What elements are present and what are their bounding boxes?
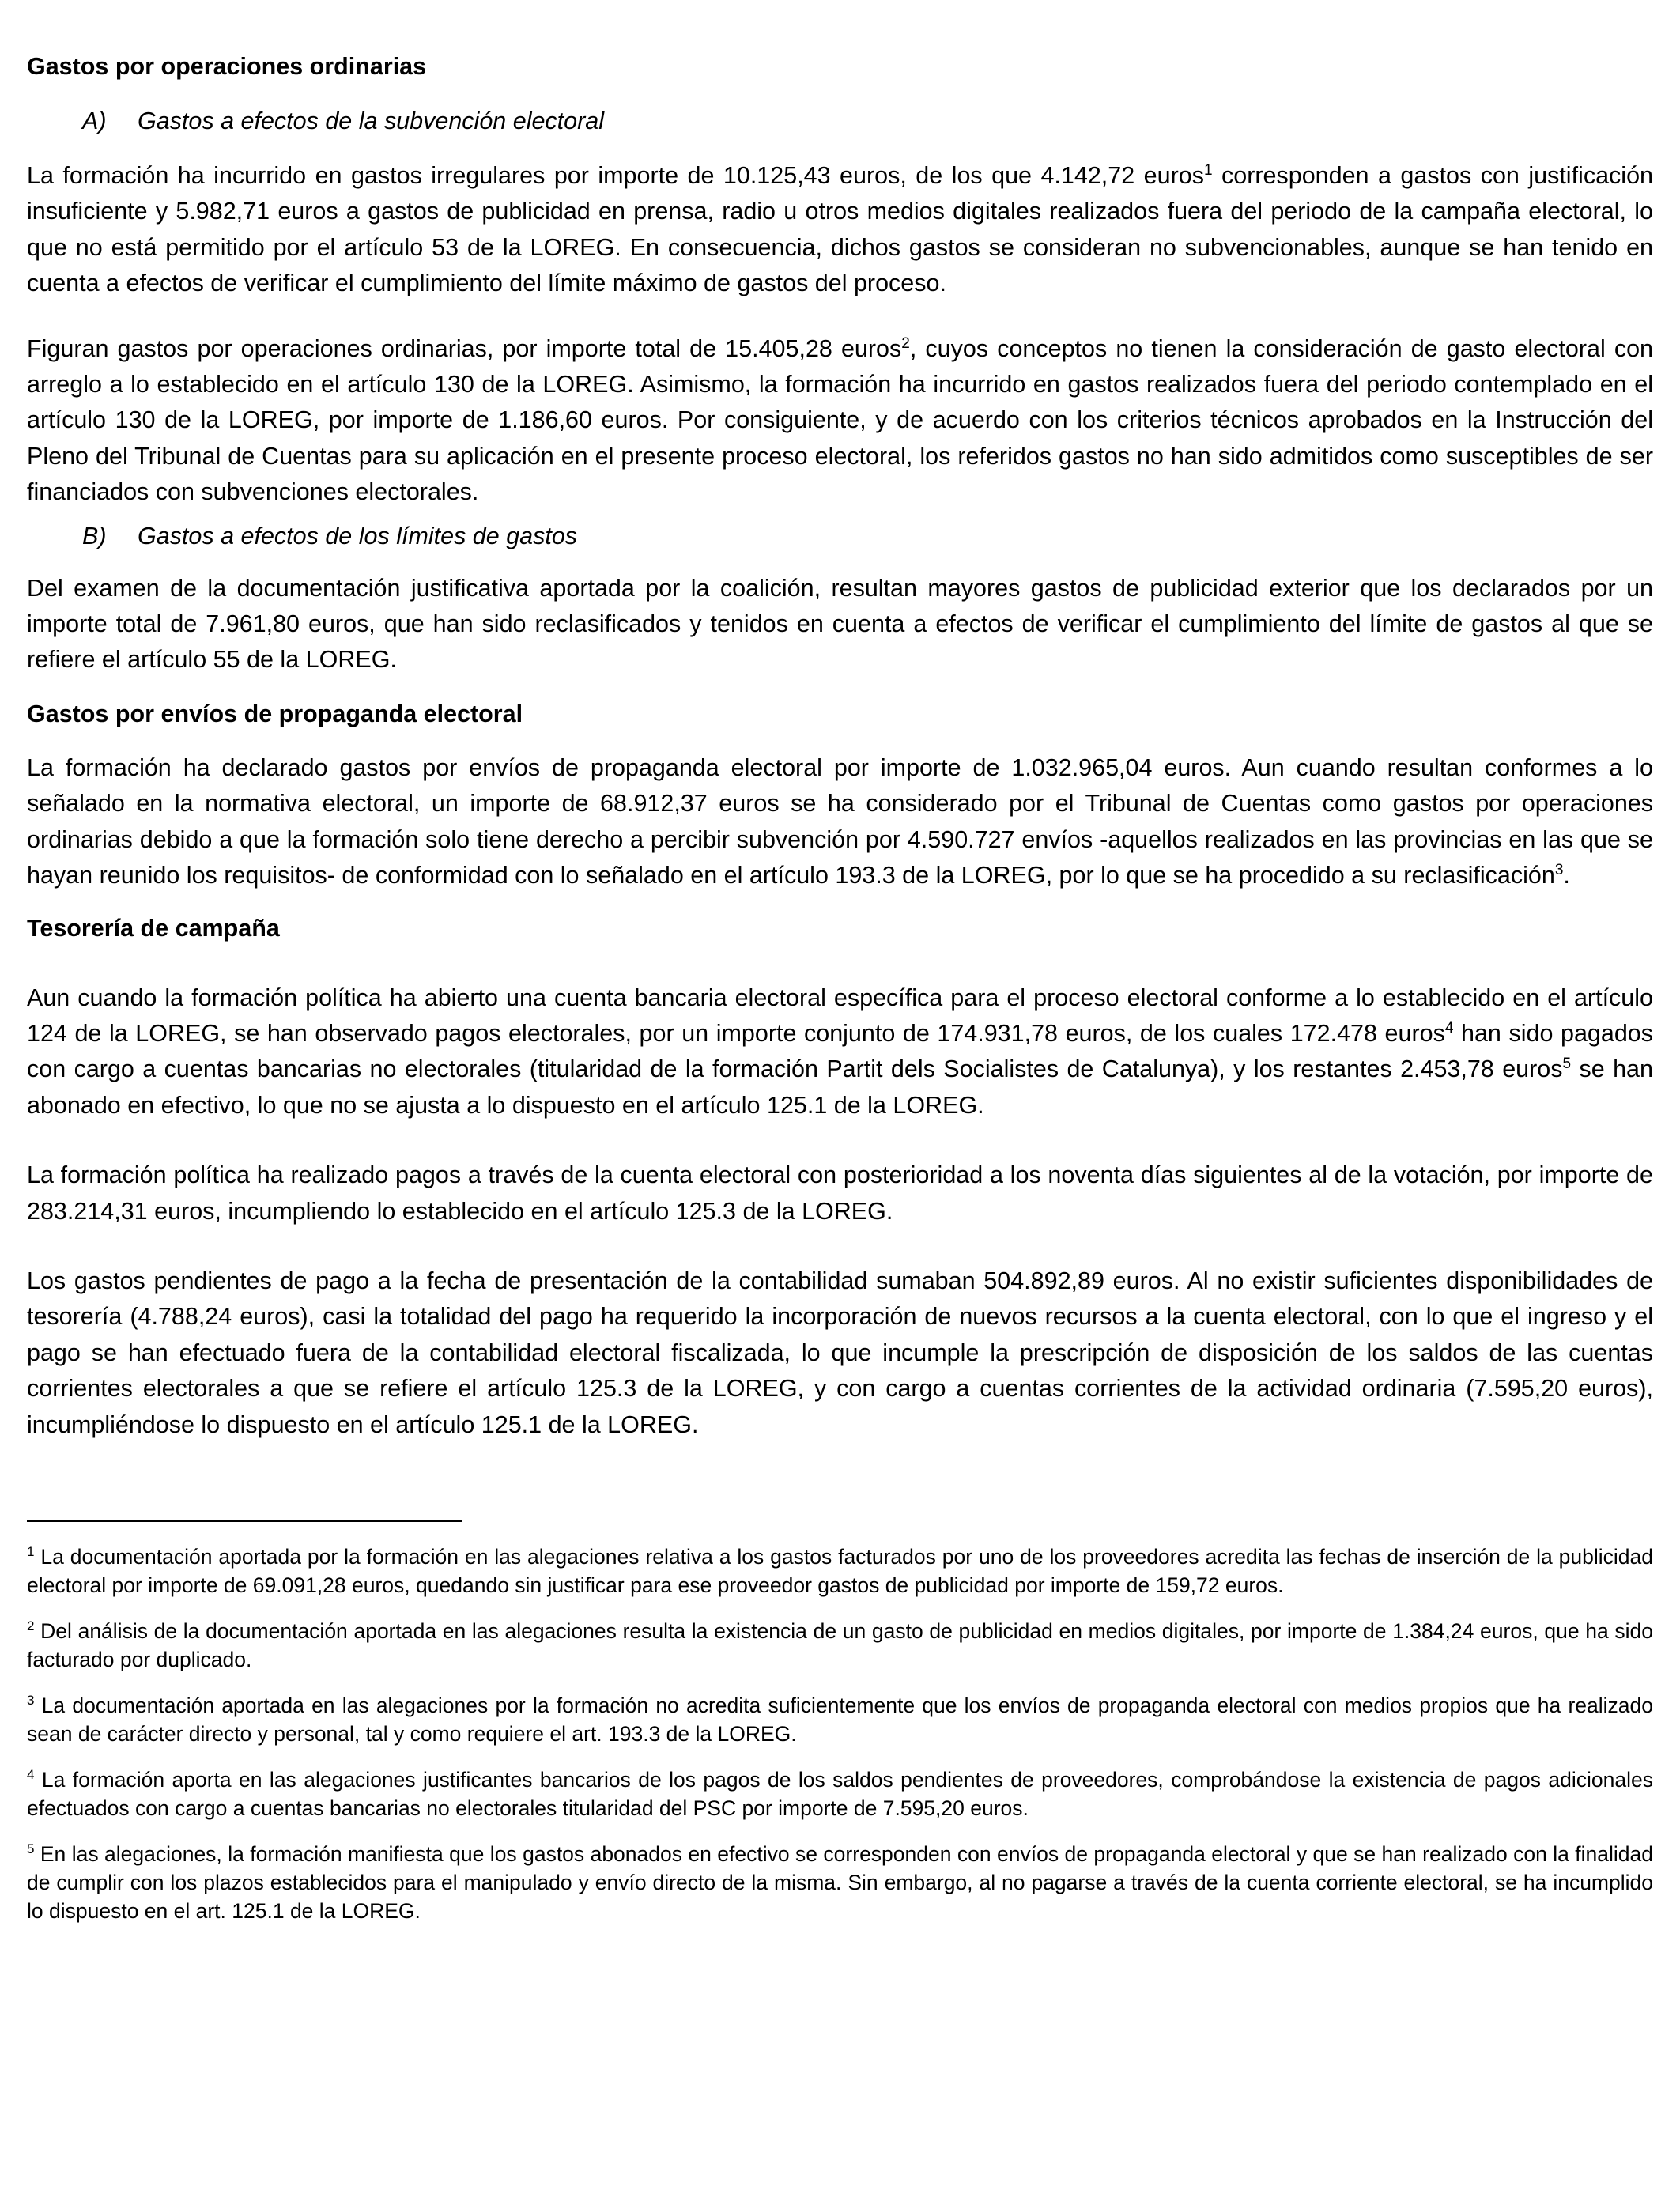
footnote-ref[interactable]: 5: [1562, 1055, 1572, 1073]
paragraph-gastos-ordinarios: Figuran gastos por operaciones ordinarias, por importe total de 15.405,28 euros$^2$, cuyos conceptos no tienen la consideración de gasto electoral con arreglo a lo establecido en el artículo 130 de la LOREG. Asimismo, la formación ha incurrido en gastos realizados fuera del periodo contemplado en el artículo 130 de la LOREG, por importe de 1.186,60 euros. Por consiguiente, y de acuerdo con los criterios técnicos aprobados en la Instrucción del Pleno del Tribunal de Cuentas para su aplicación en el presente proceso electoral, los referidos gastos no han sido admitidos como susceptibles de ser financiados con subvenciones electorales.: [27, 334, 1654, 506]
subsection-title: Gastos a efectos de la subvención electoral: [138, 108, 605, 134]
paragraph-gastos-irregulares: La formación ha incurrido en gastos irregulares por importe de 10.125,43 euros, de los que 4.142,72 euros$^1$ corresponden a gastos con justificación insuficiente y 5.982,71 euros a gastos de publicidad en prensa, radio u otros medios digitales realizados fuera del periodo de la campaña electoral, lo que no está permitido por el artículo 53 de la LOREG. En consecuencia, dichos gastos se consideran no subvencionables, aunque se han tenido en cuenta a efectos de verificar el cumplimiento del límite máximo de gastos del proceso.: [27, 161, 1653, 297]
footnote-3: $^3$ La documentación aportada en las alegaciones por la formación no acredita suficientemente que los envíos de propaganda electoral con medios propios que ha realizado sean de carácter directo y personal, tal y como requiere el art. 193.3 de la LOREG.: [27, 1693, 1653, 1746]
paragraph-publicidad-exterior: Del examen de la documentación justificativa aportada por la coalición, resultan mayores gastos de publicidad exterior que los declarados por un importe total de 7.961,80 euros, que han sido reclasificados y tenidos en cuenta a efectos de verificar el cumplimiento del límite de gastos al que se refiere el artículo 55 de la LOREG.: [27, 574, 1653, 674]
footnote-2: $^2$ Del análisis de la documentación aportada en las alegaciones resulta la existencia de un gasto de publicidad en medios digitales, por importe de 1.384,24 euros, que ha sido facturado por duplicado.: [27, 1618, 1653, 1671]
section-heading-ordinarias: Gastos por operaciones ordinarias: [27, 53, 427, 80]
subsection-a-heading: [27, 104, 1653, 139]
footnote-ref[interactable]: 1: [1203, 161, 1213, 179]
subsection-b-heading: [27, 519, 1653, 554]
document-page: [27, 49, 1653, 1925]
subsection-letter: A): [82, 108, 107, 134]
footnote-4: $^4$ La formación aporta en las alegaciones justificantes bancarios de los pagos de los saldos pendientes de proveedores, comprobándose la existencia de pagos adicionales efectuados con cargo a cuentas bancarias no electorales titularidad del PSC por importe de 7.595,20 euros.: [27, 1767, 1653, 1820]
paragraph-cuenta-bancaria: Aun cuando la formación política ha abierto una cuenta bancaria electoral específica para el proceso electoral conforme a lo establecido en el artículo 124 de la LOREG, se han observado pagos electorales, por un importe conjunto de 174.931,78 euros, de los cuales 172.478 euros$^4$ han sido pagados con cargo a cuentas bancarias no electorales (titularidad de la formación Partit dels Socialistes de Catalunya), y los restantes 2.453,78 euros$^5$ se han abonado en efectivo, lo que no se ajusta a lo dispuesto en el artículo 125.1 de la LOREG.: [27, 984, 1654, 1119]
section-heading-tesoreria: Tesorería de campaña: [27, 914, 280, 942]
paragraph-gastos-pendientes: Los gastos pendientes de pago a la fecha de presentación de la contabilidad sumaban 504.892,89 euros. Al no existir suficientes disponibilidades de tesorería (4.788,24 euros), casi la totalidad del pago ha requerido la incorporación de nuevos recursos a la cuenta electoral, con lo que el ingreso y el pago se han efectuado fuera de la contabilidad electoral fiscalizada, lo que incumple la prescripción de disposición de los saldos de las cuentas corrientes electorales a que se refiere el artículo 125.3 de la LOREG, y con cargo a cuentas corrientes de la actividad ordinaria (7.595,20 euros), incumpliéndose lo dispuesto en el artículo 125.1 de la LOREG.: [27, 1267, 1653, 1438]
footnote-ref[interactable]: 4: [1444, 1019, 1454, 1037]
footnote-ref[interactable]: 3: [1554, 861, 1564, 878]
section-heading-envios: Gastos por envíos de propaganda electoral: [27, 700, 523, 727]
subsection-letter: B): [82, 522, 107, 549]
footnote-1: $^1$ La documentación aportada por la formación en las alegaciones relativa a los gastos facturados por uno de los proveedores acredita las fechas de inserción de la publicidad electoral por importe de 69.091,28 euros, quedando sin justificar para ese proveedor gastos de publicidad por importe de 159,72 euros.: [27, 1544, 1653, 1597]
footnote-5: $^5$ En las alegaciones, la formación manifiesta que los gastos abonados en efectivo se corresponden con envíos de propaganda electoral y que se han realizado con la finalidad de cumplir con los plazos establecidos para el manipulado y envío directo de la misma. Sin embargo, al no pagarse a través de la cuenta corriente electoral, se ha incumplido lo dispuesto en el art. 125.1 de la LOREG.: [27, 1841, 1653, 1923]
paragraph-envios: La formación ha declarado gastos por envíos de propaganda electoral por importe de 1.032.965,04 euros. Aun cuando resultan conformes a lo señalado en la normativa electoral, un importe de 68.912,37 euros se ha considerado por el Tribunal de Cuentas como gastos por operaciones ordinarias debido a que la formación solo tiene derecho a percibir subvención por 4.590.727 envíos -aquellos realizados en las provincias en las que se hayan reunido los requisitos- de conformidad con lo señalado en el artículo 193.3 de la LOREG, por lo que se ha procedido a su reclasificación$^3$.: [27, 753, 1653, 889]
footnote-ref[interactable]: 2: [901, 334, 910, 352]
footnotes: [27, 1543, 1653, 1925]
paragraph-pagos-posteriores: La formación política ha realizado pagos a través de la cuenta electoral con posterioridad a los noventa días siguientes al de la votación, por importe de 283.214,31 euros, incumpliendo lo establecido en el artículo 125.3 de la LOREG.: [27, 1161, 1653, 1225]
subsection-title: Gastos a efectos de los límites de gastos: [138, 522, 578, 549]
